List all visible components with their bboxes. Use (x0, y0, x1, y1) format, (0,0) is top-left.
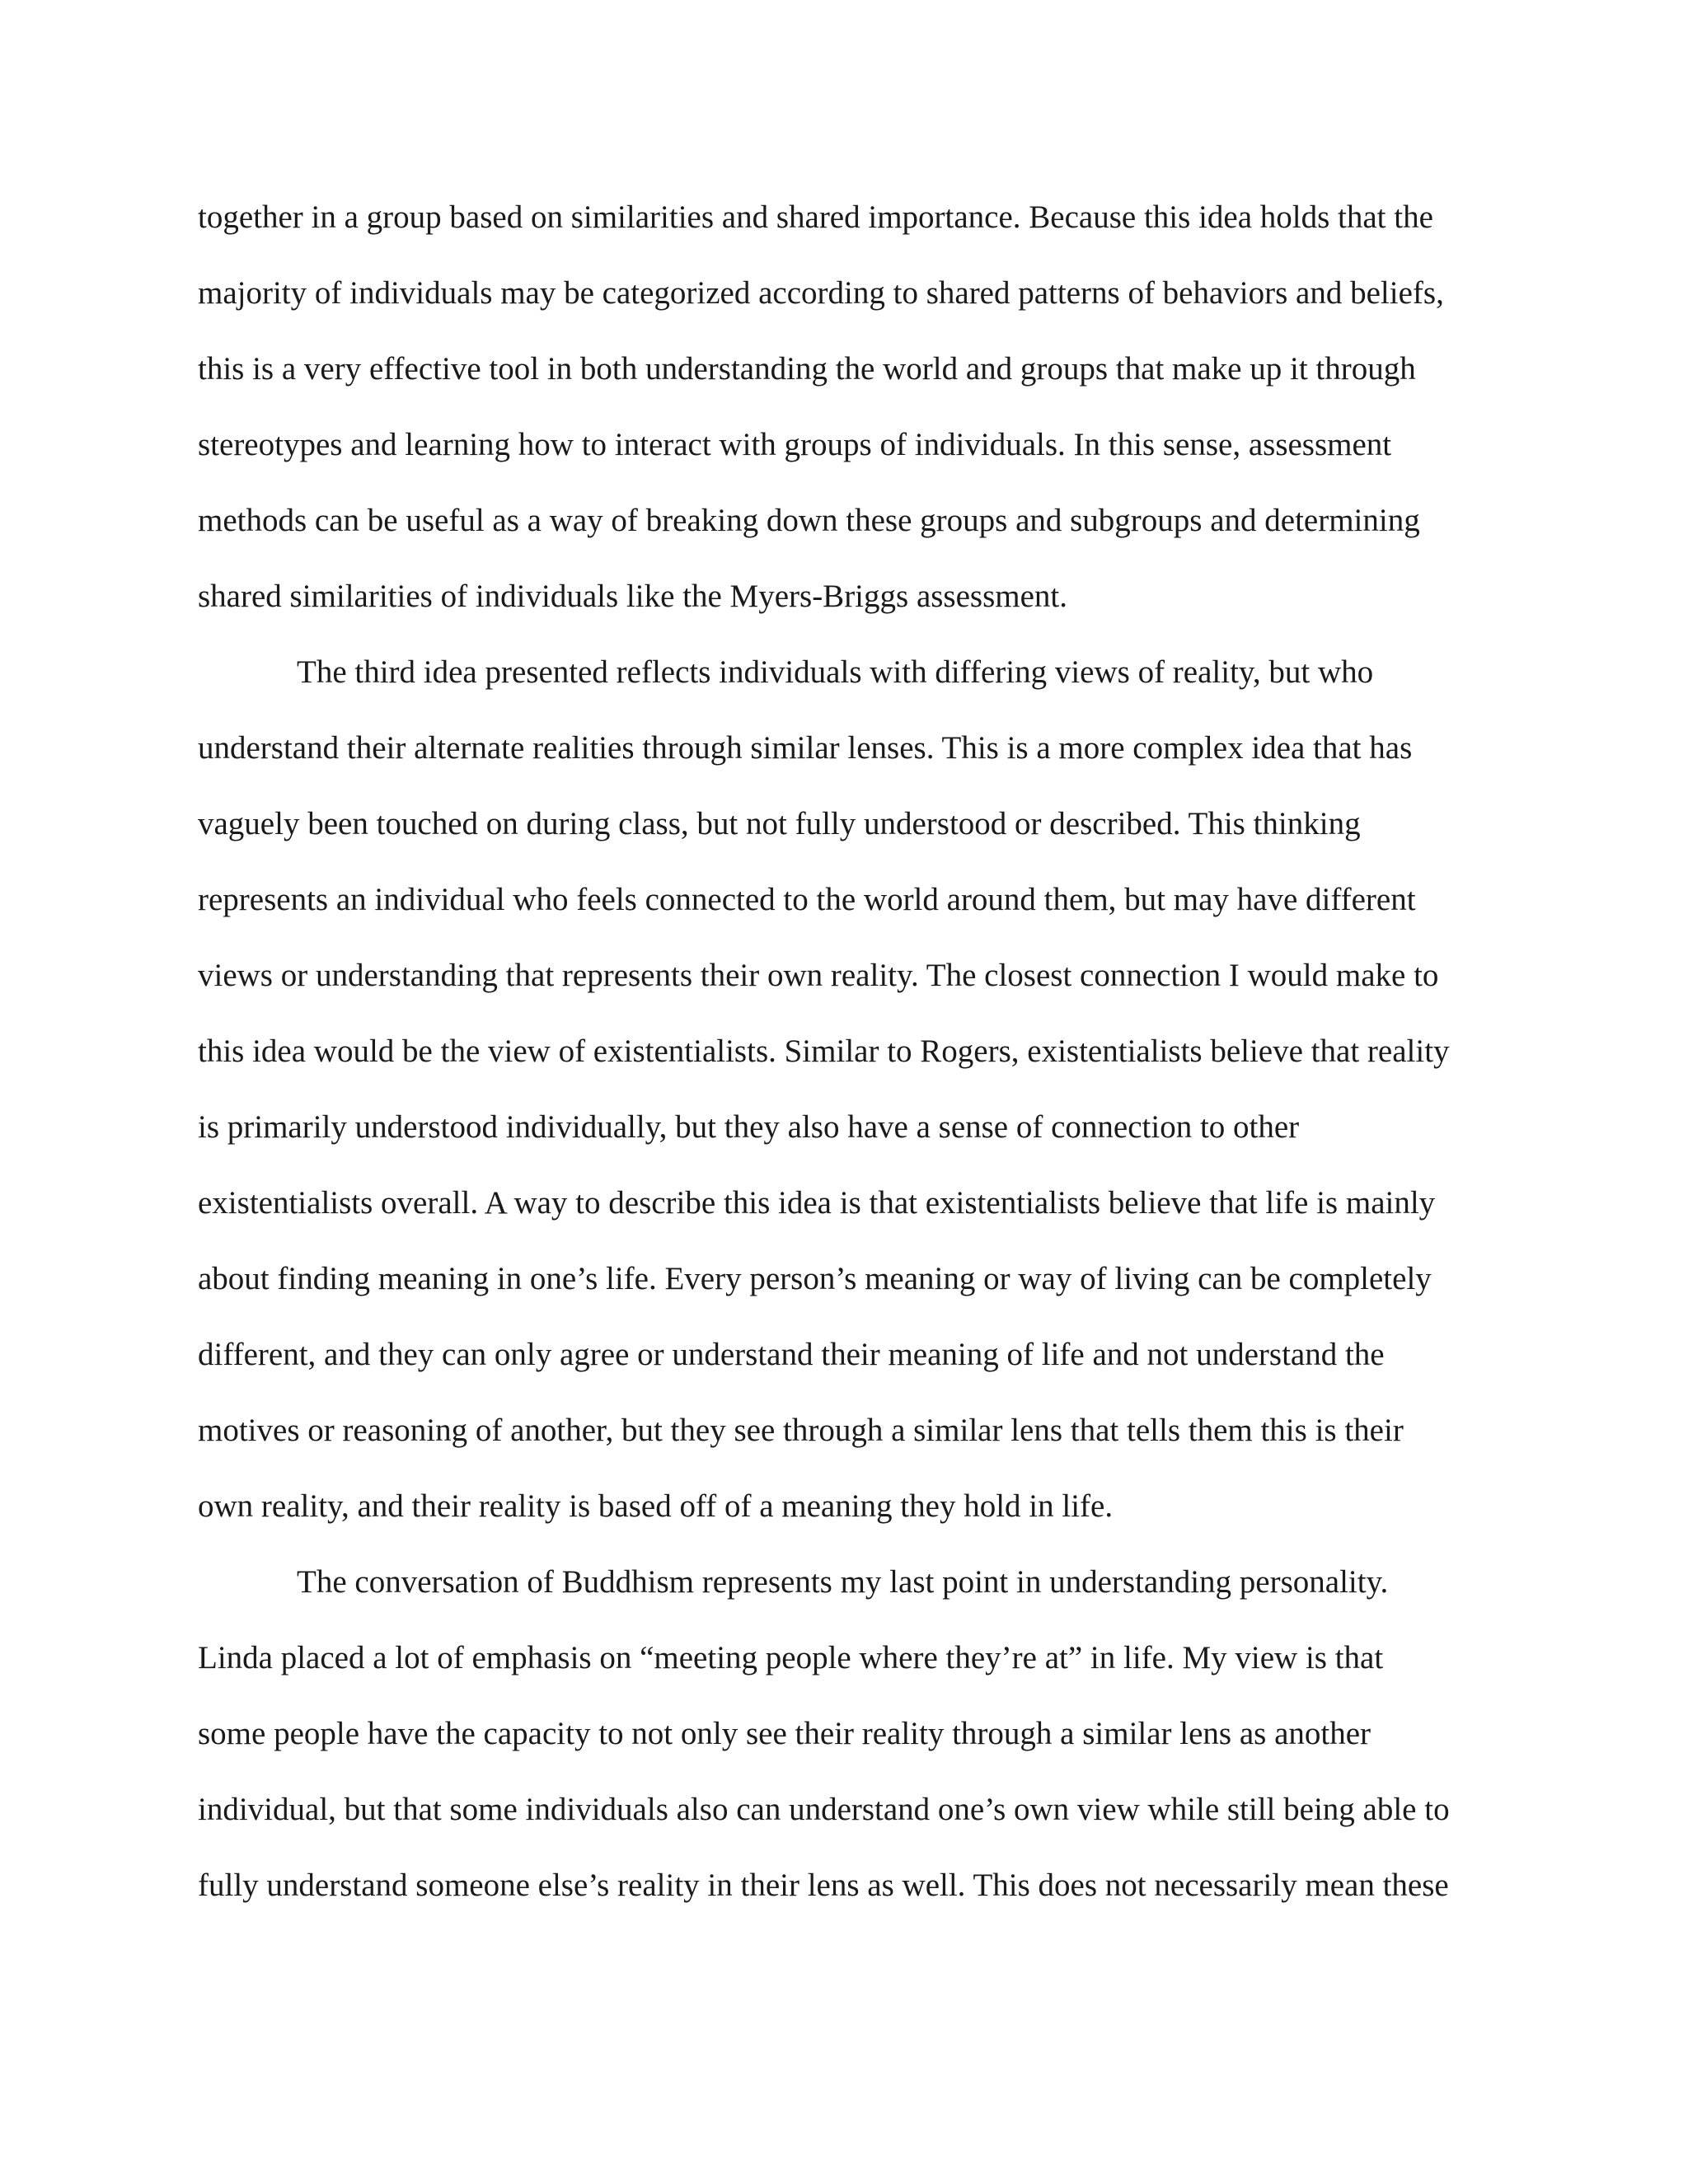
text-line: about finding meaning in one’s life. Every person’s meaning or way of living can be completely (198, 1261, 1432, 1296)
text-line: shared similarities of individuals like the Myers-Briggs assessment. (198, 579, 1067, 614)
text-line: motives or reasoning of another, but they see through a similar lens that tells them this is their (198, 1413, 1404, 1448)
text-line: stereotypes and learning how to interact with groups of individuals. In this sense, assessment (198, 427, 1392, 462)
text-line: is primarily understood individually, but they also have a sense of connection to other (198, 1109, 1300, 1145)
paragraph-3 (198, 1553, 1496, 1932)
text-line: existentialists overall. A way to describe this idea is that existentialists believe that life is mainly (198, 1185, 1436, 1221)
text-line: methods can be useful as a way of breaking down these groups and subgroups and determining (198, 503, 1420, 538)
text-line: this is a very effective tool in both understanding the world and groups that make up it through (198, 351, 1416, 387)
text-line: The third idea presented reflects individuals with differing views of reality, but who (297, 654, 1374, 690)
text-line: individual, but that some individuals also can understand one’s own view while still being able to (198, 1792, 1450, 1827)
text-line: views or understanding that represents their own reality. The closest connection I would make to (198, 958, 1439, 993)
text-line: fully understand someone else’s reality in their lens as well. This does not necessarily mean these (198, 1868, 1449, 1903)
text-line: together in a group based on similarities and shared importance. Because this idea holds that the (198, 199, 1433, 235)
text-line: majority of individuals may be categorized according to shared patterns of behaviors and beliefs, (198, 275, 1444, 311)
text-line: different, and they can only agree or understand their meaning of life and not understand the (198, 1337, 1385, 1372)
document-body (198, 188, 1496, 1932)
paragraph-1 (198, 188, 1496, 643)
text-line: some people have the capacity to not only see their reality through a similar lens as another (198, 1716, 1372, 1751)
text-line: understand their alternate realities through similar lenses. This is a more complex idea that has (198, 730, 1413, 766)
text-line: Linda placed a lot of emphasis on “meeting people where they’re at” in life. My view is that (198, 1640, 1384, 1675)
text-line: The conversation of Buddhism represents my last point in understanding personality. (297, 1564, 1389, 1600)
text-line: this idea would be the view of existentialists. Similar to Rogers, existentialists believe that reality (198, 1033, 1450, 1069)
text-line: represents an individual who feels connected to the world around them, but may have different (198, 882, 1416, 917)
paragraph-2 (198, 643, 1496, 1553)
text-line: vaguely been touched on during class, but not fully understood or described. This thinking (198, 806, 1361, 841)
text-line: own reality, and their reality is based off of a meaning they hold in life. (198, 1488, 1114, 1524)
